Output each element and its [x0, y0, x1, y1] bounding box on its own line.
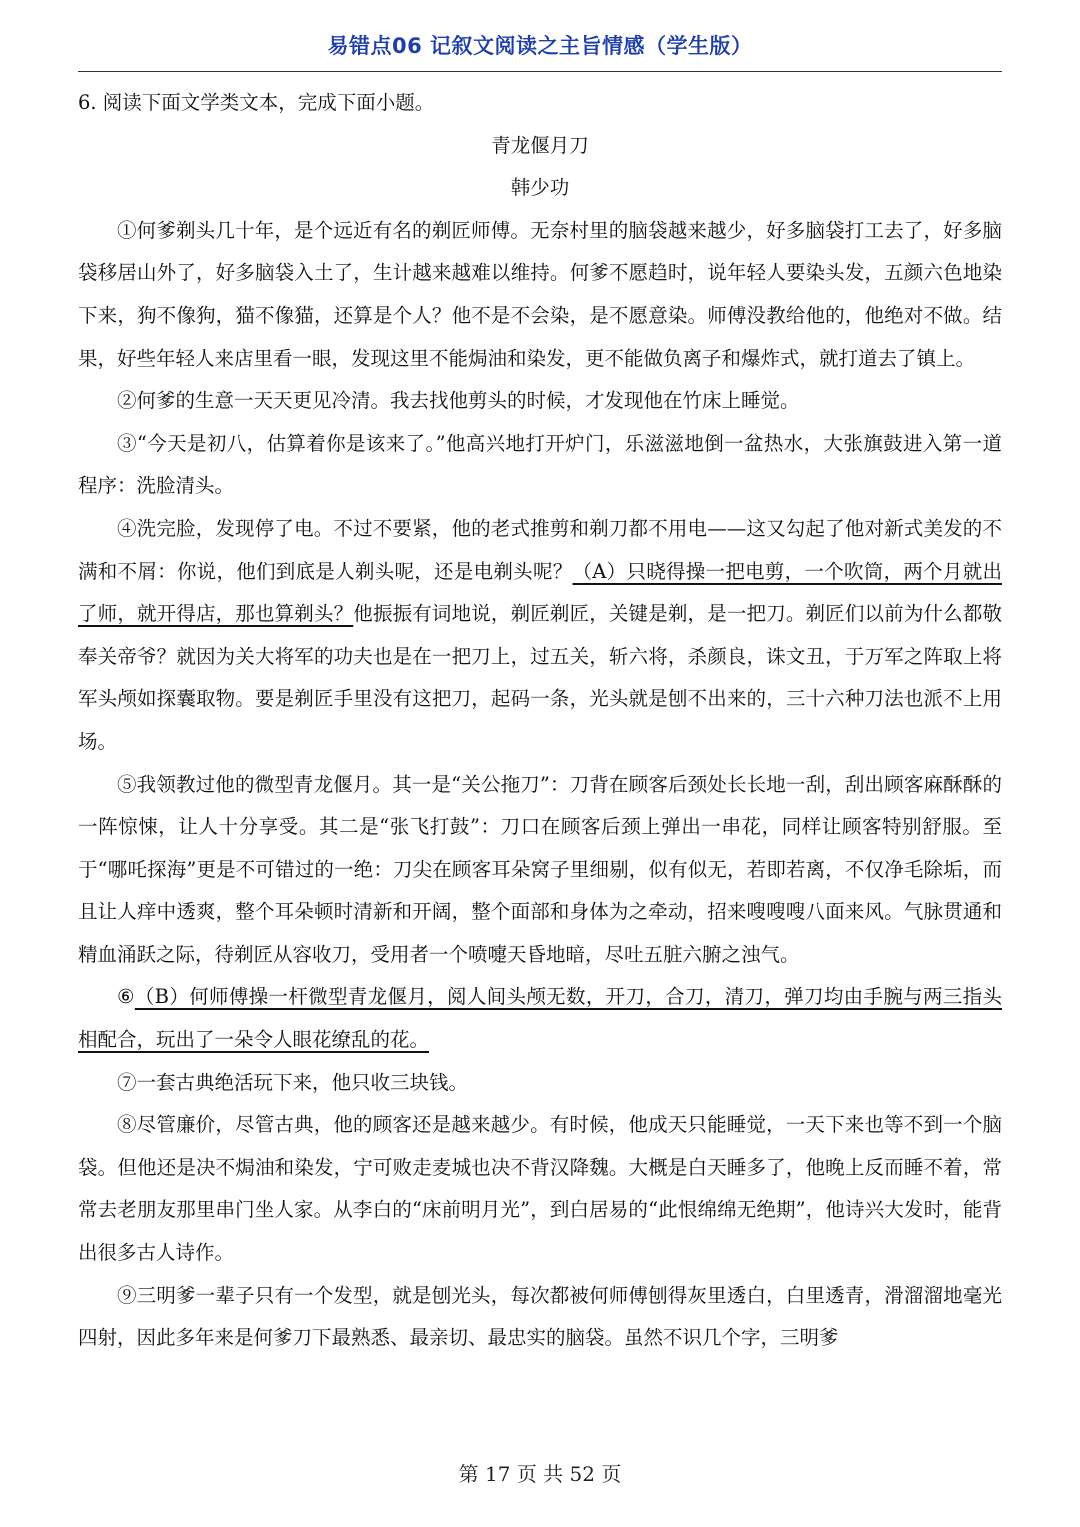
article-title: 青龙偃月刀	[491, 133, 589, 157]
paragraph-1: ①何爹剃头几十年，是个远近有名的剃匠师傅。无奈村里的脑袋越来越少，好多脑袋打工去了，好多脑袋移居山外了，好多脑袋入土了，生计越来越难以维持。何爹不愿趋时，说年轻人要染头发，五颜六色地染下来，狗不像狗，猫不像猫，还算是个人？他不是不会染，是不愿意染。师傅没教给他的，他绝对不做。结果，好些年轻人来店里看一眼，发现这里不能焗油和染发，更不能做负离子和爆炸式，就打道去了镇上。	[78, 218, 1002, 370]
underlined-sentence-b: （B）何师傅操一杆微型青龙偃月，阅人间头颅无数，开刀，合刀，清刀，弹刀均由手腕与两三指头相配合，玩出了一朵令人眼花缭乱的花。	[78, 985, 1002, 1052]
paragraph-4-rest: 他振振有词地说，剃匠剃匠，关键是剃，是一把刀。剃匠们以前为什么都敬奉关帝爷？就因为关大将军的功夫也是在一把刀上，过五关，斩六将，杀颜良，诛文丑，于万军之阵取上将军头颅如探囊取物。要是剃匠手里没有这把刀，起码一条，光头就是刨不出来的，三十六种刀法也派不上用场。	[78, 602, 1002, 753]
paragraph-2: ②何爹的生意一天天更见冷清。我去找他剪头的时候，才发现他在竹床上睡觉。	[117, 389, 800, 413]
paragraph-9: ⑨三明爹一辈子只有一个发型，就是刨光头，每次都被何师傅刨得灰里透白，白里透青，滑溜溜地毫光四射，因此多年来是何爹刀下最熟悉、最亲切、最忠实的脑袋。虽然不识几个字，三明爹	[78, 1283, 1002, 1350]
header-divider	[78, 71, 1002, 72]
paragraph-3: ③“今天是初八，估算着你是该来了。”他高兴地打开炉门，乐滋滋地倒一盆热水，大张旗鼓进入第一道程序：洗脸清头。	[78, 431, 1002, 498]
paragraph-6-number: ⑥	[117, 985, 135, 1009]
paragraph-4-lead: ④洗完脸，发现停了电。不过不要紧，他的老式推剪和剃刀都不用电——这又勾起了他对新式美发的不满和不屑：你说，他们到底是人剃头呢，还是电剃头呢？	[78, 516, 1002, 583]
paragraph-4	[78, 508, 1002, 764]
question-intro: 6. 阅读下面文学类文本，完成下面小题。	[78, 91, 435, 114]
page-number: 第 17 页 共 52 页	[458, 1462, 622, 1486]
underlined-sentence-a: （A）只晓得操一把电剪，一个吹筒，两个月就出了师，就开得店，那也算剃头？	[78, 559, 1002, 626]
page-header-title: 易错点06 记叙文阅读之主旨情感（学生版）	[327, 34, 753, 58]
document-body	[78, 82, 1002, 1360]
article-author: 韩少功	[510, 176, 570, 200]
paragraph-6	[78, 976, 1002, 1061]
paragraph-8: ⑧尽管廉价，尽管古典，他的顾客还是越来越少。有时候，他成天只能睡觉，一天下来也等不到一个脑袋。但他还是决不焗油和染发，宁可败走麦城也决不背汉降魏。大概是白天睡多了，他晚上反而睡不着，常常去老朋友那里串门坐人家。从李白的“床前明月光”，到白居易的“此恨绵绵无绝期”，他诗兴大发时，能背出很多古人诗作。	[78, 1113, 1002, 1265]
paragraph-5: ⑤我领教过他的微型青龙偃月。其一是“关公拖刀”：刀背在顾客后颈处长长地一刮，刮出顾客麻酥酥的一阵惊悚，让人十分享受。其二是“张飞打鼓”：刀口在顾客后颈上弹出一串花，同样让顾客特别舒服。至于“哪吒探海”更是不可错过的一绝：刀尖在顾客耳朵窝子里细剔，似有似无，若即若离，不仅净毛除垢，而且让人痒中透爽，整个耳朵顿时清新和开阔，整个面部和身体为之牵动，招来嗖嗖嗖八面来风。气脉贯通和精血涌跃之际，待剃匠从容收刀，受用者一个喷嚏天昏地暗，尽吐五脏六腑之浊气。	[78, 772, 1002, 966]
paragraph-7: ⑦一套古典绝活玩下来，他只收三块钱。	[117, 1070, 469, 1094]
